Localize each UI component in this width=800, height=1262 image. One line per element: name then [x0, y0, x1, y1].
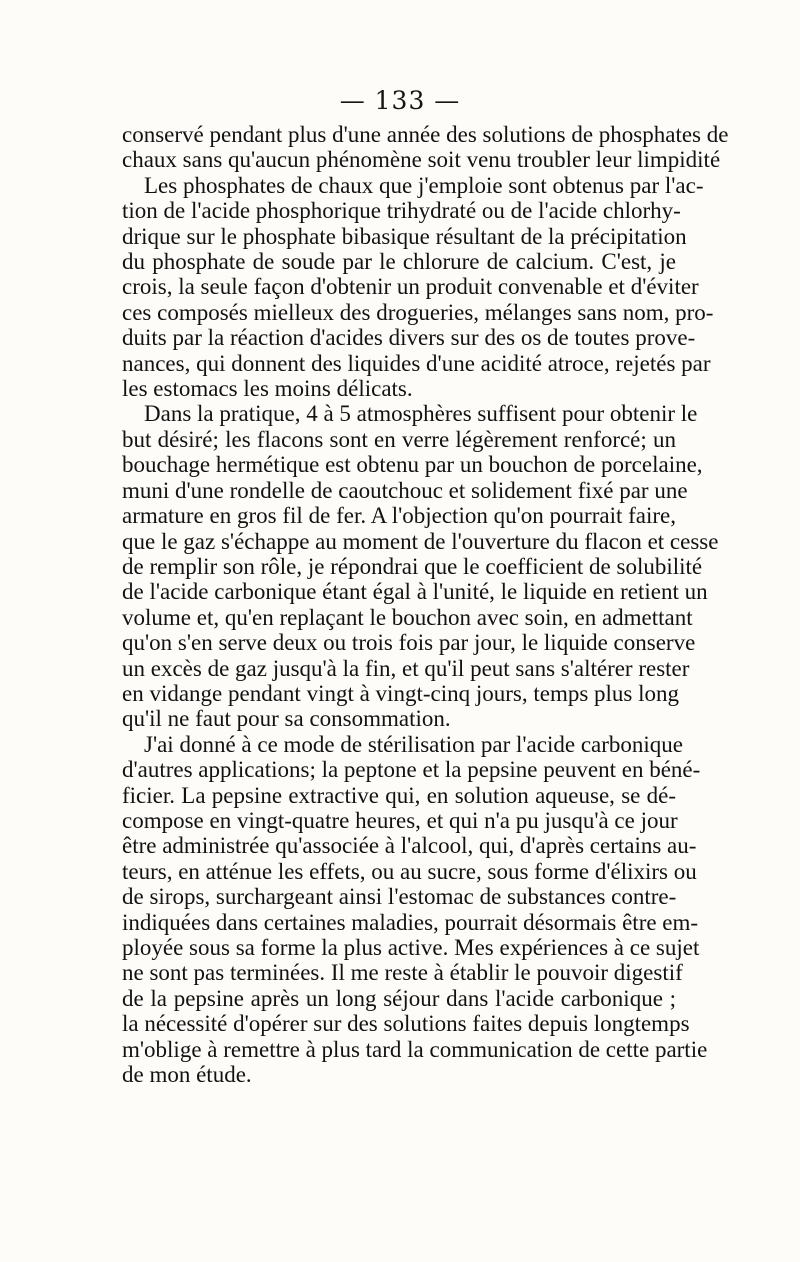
- paragraph: [122, 172, 714, 402]
- text-line: J'ai donné à ce mode de stérilisation par l'acide carbonique: [144, 731, 683, 757]
- text-line: la nécessité d'opérer sur des solutions faites depuis longtemps: [122, 1011, 690, 1037]
- text-line: conservé pendant plus d'une année des solutions de phosphates de: [122, 122, 729, 147]
- text-line: de mon étude.: [122, 1062, 252, 1088]
- text-line: de la pepsine après un long séjour dans l'acide carbonique ;: [122, 985, 676, 1011]
- text-line: être administrée qu'associée à l'alcool, qui, d'après certains au-: [122, 833, 697, 859]
- text-line: chaux sans qu'aucun phénomène soit venu troubler leur limpidité: [122, 147, 721, 173]
- text-line: Dans la pratique, 4 à 5 atmosphères suffisent pour obtenir le: [144, 401, 698, 427]
- text-line: but désiré; les flacons sont en verre légèrement renforcé; un: [122, 426, 676, 452]
- text-line: tion de l'acide phosphorique trihydraté ou de l'acide chlorhy-: [122, 198, 681, 224]
- text-line: drique sur le phosphate bibasique résultant de la précipitation: [122, 223, 687, 249]
- text-line: m'oblige à remettre à plus tard la communication de cette partie: [122, 1036, 708, 1062]
- body-text: [122, 122, 729, 1088]
- text-line: ne sont pas terminées. Il me reste à établir le pouvoir digestif: [122, 960, 683, 986]
- text-line: en vidange pendant vingt à vingt-cinq jours, temps plus long: [122, 680, 680, 706]
- paragraph: [122, 122, 729, 173]
- text-line: compose en vingt-quatre heures, et qui n'a pu jusqu'à ce jour: [122, 807, 678, 833]
- paragraph: [122, 401, 719, 732]
- text-line: teurs, en atténue les effets, ou au sucre, sous forme d'élixirs ou: [122, 858, 697, 884]
- text-line: muni d'une rondelle de caoutchouc et solidement fixé par une: [122, 477, 688, 503]
- text-line: de sirops, surchargeant ainsi l'estomac de substances contre-: [122, 884, 677, 910]
- text-line: un excès de gaz jusqu'à la fin, et qu'il peut sans s'altérer rester: [122, 655, 690, 681]
- text-line: bouchage hermétique est obtenu par un bouchon de porcelaine,: [122, 452, 703, 478]
- text-line: ces composés mielleux des drogueries, mélanges sans nom, pro-: [122, 299, 714, 325]
- text-line: crois, la seule façon d'obtenir un produit convenable et d'éviter: [122, 274, 699, 300]
- text-line: qu'on s'en serve deux ou trois fois par jour, le liquide conserve: [122, 630, 696, 656]
- page-number: — 133 —: [339, 86, 461, 115]
- text-line: nances, qui donnent des liquides d'une acidité atroce, rejetés par: [122, 350, 711, 376]
- text-line: volume et, qu'en replaçant le bouchon avec soin, en admettant: [122, 604, 693, 630]
- text-line: duits par la réaction d'acides divers sur des os de toutes prove-: [122, 325, 696, 351]
- text-line: de remplir son rôle, je répondrai que le coefficient de solubilité: [122, 553, 703, 579]
- text-line: Les phosphates de chaux que j'emploie sont obtenus par l'ac-: [144, 172, 704, 198]
- text-line: qu'il ne faut pour sa consommation.: [122, 706, 451, 732]
- text-line: armature en gros fil de fer. A l'objection qu'on pourrait faire,: [122, 503, 676, 529]
- text-line: ployée sous sa forme la plus active. Mes expériences à ce sujet: [122, 935, 700, 960]
- text-line: de l'acide carbonique étant égal à l'unité, le liquide en retient un: [122, 579, 708, 605]
- text-line: d'autres applications; la peptone et la pepsine peuvent en béné-: [122, 757, 701, 783]
- text-line: ficier. La pepsine extractive qui, en solution aqueuse, se dé-: [122, 782, 676, 808]
- text-line: les estomacs les moins délicats.: [122, 376, 413, 402]
- paragraph: [122, 731, 708, 1088]
- text-line: indiquées dans certaines maladies, pourrait désormais être em-: [122, 909, 699, 935]
- text-line: que le gaz s'échappe au moment de l'ouverture du flacon et cesse: [122, 528, 719, 554]
- text-line: du phosphate de soude par le chlorure de calcium. C'est, je: [122, 249, 676, 275]
